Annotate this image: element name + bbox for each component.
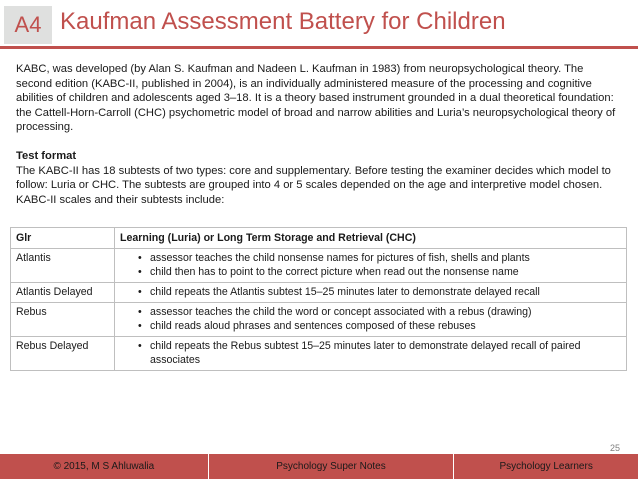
intro-text <box>16 62 622 207</box>
subtest-description <box>115 283 627 303</box>
header-divider <box>0 46 638 49</box>
subtest-description <box>115 249 627 283</box>
bullet-item: • child repeats the Atlantis subtest 15–25 minutes later to demonstrate delayed recall <box>150 285 621 299</box>
bullet-item: • assessor teaches the child the word or concept associated with a rebus (drawing) <box>150 305 621 319</box>
subtest-name: Rebus Delayed <box>11 337 115 371</box>
section-heading: Test format <box>16 149 77 162</box>
subtest-name: Atlantis Delayed <box>11 283 115 303</box>
bullet-item: • child reads aloud phrases and sentences composed of these rebuses <box>150 319 621 333</box>
table-row <box>11 337 627 371</box>
footer-right: Psychology Learners <box>453 454 638 479</box>
bullet-item: • child then has to point to the correct picture when read out the nonsense name <box>150 265 621 279</box>
subtest-name: Atlantis <box>11 249 115 283</box>
test-format-paragraph: The KABC-II has 18 subtests of two types: core and supplementary. Before testing the examiner decides which model to follow: Luria or CHC. The subtests are grouped into 4 or 5 scales depended on the age and interpretive model chosen. KABC-II scales and their subtests include: <box>16 164 611 206</box>
bullet-item: • child repeats the Rebus subtest 15–25 minutes later to demonstrate delayed recall of paired associates <box>150 339 621 367</box>
footer-center: Psychology Super Notes <box>208 454 454 479</box>
footer-copyright: © 2015, M S Ahluwalia <box>0 454 208 479</box>
bullet-item: • assessor teaches the child nonsense names for pictures of fish, shells and plants <box>150 251 621 265</box>
table-row <box>11 283 627 303</box>
table-row <box>11 249 627 283</box>
table-header-row <box>11 228 627 249</box>
slide-footer <box>0 454 638 479</box>
table-row <box>11 303 627 337</box>
header-cell-scale: Glr <box>11 228 115 249</box>
slide-title: Kaufman Assessment Battery for Children <box>60 8 506 35</box>
header-cell-description: Learning (Luria) or Long Term Storage and Retrieval (CHC) <box>115 228 627 249</box>
subtest-name: Rebus <box>11 303 115 337</box>
page-number: 25 <box>609 443 620 453</box>
subtests-table <box>10 227 627 371</box>
intro-paragraph: KABC, was developed (by Alan S. Kaufman and Nadeen L. Kaufman in 1983) from neuropsychological theory. The second edition (KABC-II, published in 2004), is an individually administered measure of the processing and cognitive abilities of children and adolescents aged 3–18. It is a theory based instrument grounded in a dual theoretical foundation: the Cattell-Horn-Carroll (CHC) psychometric model of broad and narrow abilities and Luria’s neuropsychological theory of processing. <box>16 63 616 134</box>
section-id: A4 <box>4 6 52 44</box>
slide-header <box>0 0 638 48</box>
subtest-description <box>115 303 627 337</box>
subtest-description <box>115 337 627 371</box>
